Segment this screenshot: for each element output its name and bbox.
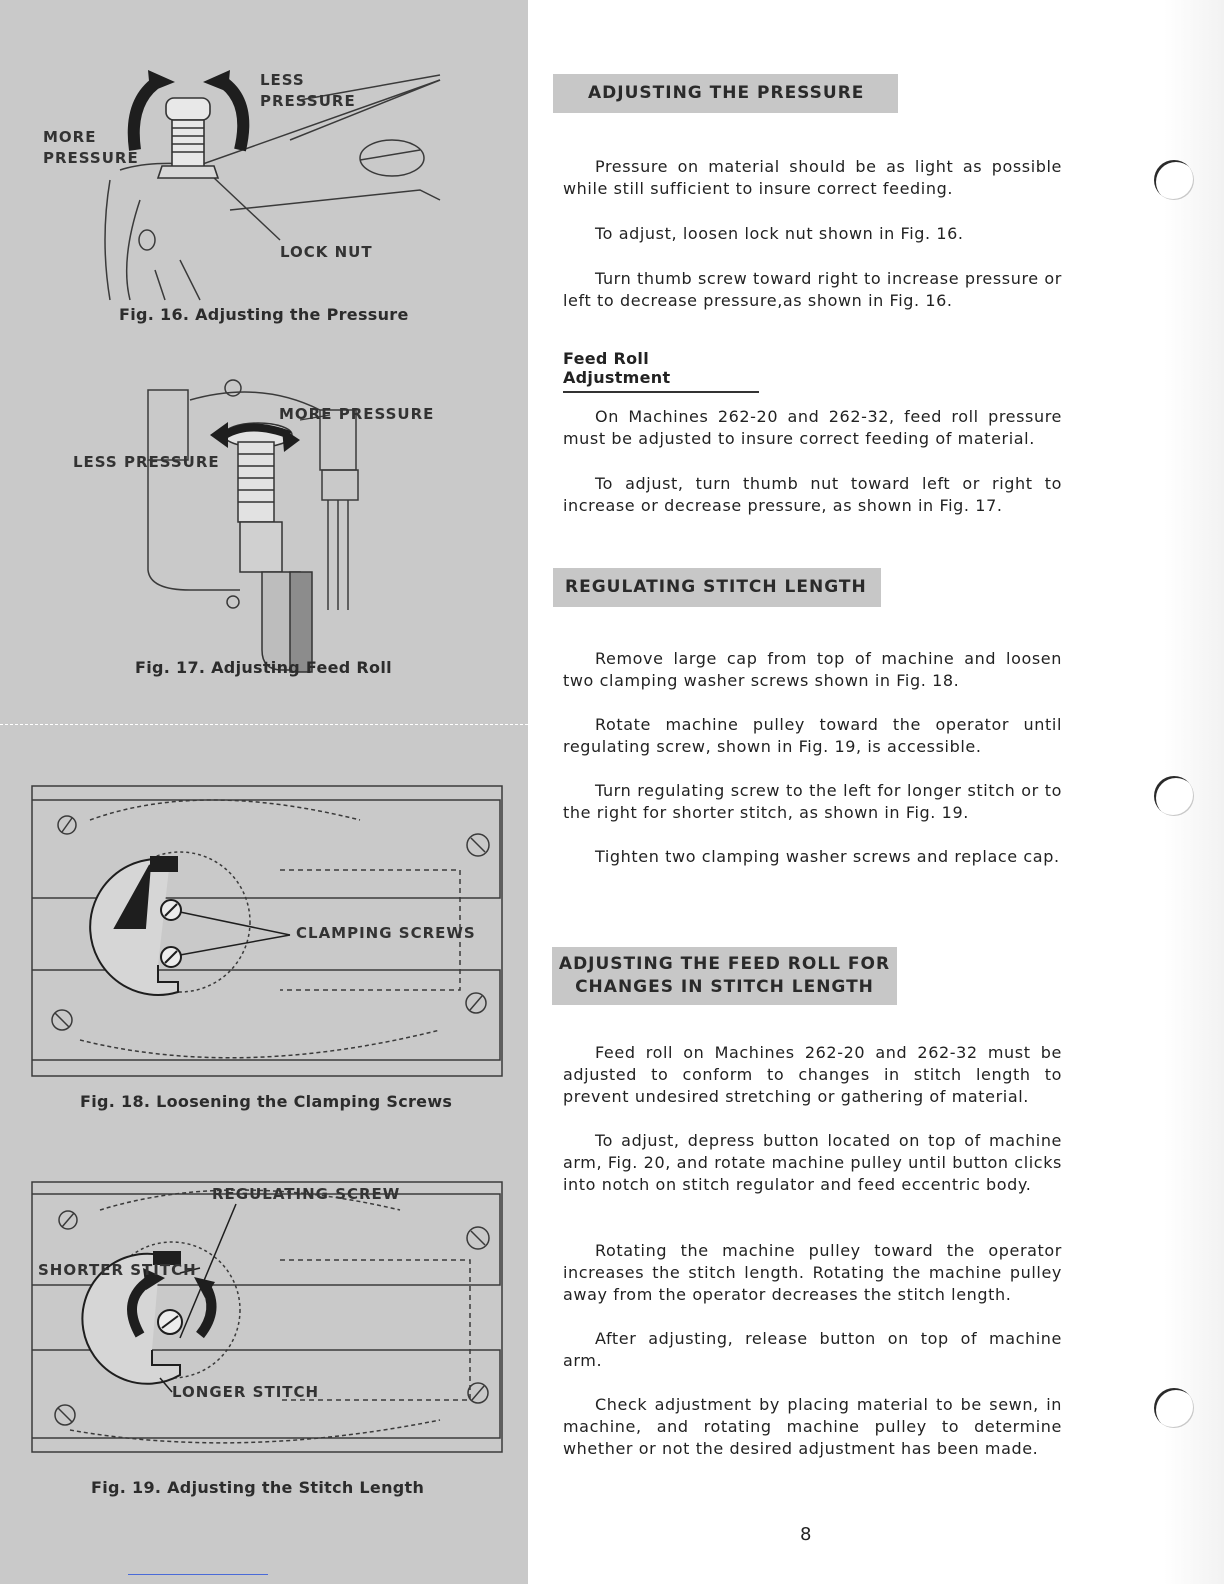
paragraph: Pressure on material should be as light as possible while still sufficient to insure correct feeding.: [563, 157, 1062, 198]
paragraph: Tighten two clamping washer screws and replace cap.: [595, 847, 1060, 866]
paragraph: Rotating the machine pulley toward the operator increases the stitch length. Rotating the machine pulley away from the operator decreases the stitch length.: [563, 1241, 1062, 1304]
link-underline: [128, 1574, 268, 1575]
figure-19-caption: Fig. 19. Adjusting the Stitch Length: [91, 1478, 425, 1497]
binder-hole: [1154, 1388, 1194, 1428]
paragraph: Feed roll on Machines 262-20 and 262-32 must be adjusted to conform to changes in stitch length to prevent undesired stretching or gathering of material.: [563, 1043, 1062, 1106]
figure-18: [0, 760, 528, 1120]
subheading-feed-roll-adjustment: Feed Roll Adjustment: [563, 349, 759, 393]
figure-18-caption: Fig. 18. Loosening the Clamping Screws: [80, 1092, 453, 1111]
figure-19: [0, 1160, 528, 1510]
paragraph: After adjusting, release button on top of machine arm.: [563, 1329, 1062, 1370]
figure-16-drawing: [0, 0, 528, 340]
paragraph: Check adjustment by placing material to be sewn, in machine, and rotating machine pulley to determine whether or not the desired adjustment has been made.: [563, 1395, 1062, 1458]
figure-19-drawing: [0, 1160, 528, 1510]
section-header-feed-roll-changes: [552, 947, 897, 1005]
label-regulating-screw: REGULATING SCREW: [212, 1185, 401, 1203]
section-header-regulating-stitch-length: REGULATING STITCH LENGTH: [553, 568, 881, 607]
figure-17-caption: Fig. 17. Adjusting Feed Roll: [135, 658, 392, 677]
label-more-pressure: MORE PRESSURE: [279, 405, 435, 423]
paragraph: Remove large cap from top of machine and loosen two clamping washer screws shown in Fig. 18.: [563, 649, 1062, 690]
paragraph: Rotate machine pulley toward the operator until regulating screw, shown in Fig. 19, is accessible.: [563, 715, 1062, 756]
paragraph: Turn regulating screw to the left for longer stitch or to the right for shorter stitch, as shown in Fig. 19.: [563, 781, 1062, 822]
label-lock-nut: LOCK NUT: [280, 243, 373, 261]
binder-hole: [1154, 776, 1194, 816]
paragraph: To adjust, turn thumb nut toward left or right to increase or decrease pressure, as shown in Fig. 17.: [563, 474, 1062, 515]
figure-divider: [0, 724, 528, 725]
label-less-pressure: LESS PRESSURE: [260, 71, 356, 110]
paragraph: To adjust, loosen lock nut shown in Fig. 16.: [595, 224, 964, 243]
figure-16-caption: Fig. 16. Adjusting the Pressure: [119, 305, 409, 324]
paragraph: On Machines 262-20 and 262-32, feed roll pressure must be adjusted to insure correct feeding of material.: [563, 407, 1062, 448]
label-longer-stitch: LONGER STITCH: [172, 1383, 320, 1401]
section-header-line: CHANGES IN STITCH LENGTH: [575, 977, 874, 997]
figure-17-drawing: [0, 350, 528, 700]
paragraph: Turn thumb screw toward right to increase pressure or left to decrease pressure,as shown in Fig. 16.: [563, 269, 1062, 310]
paragraph: To adjust, depress button located on top of machine arm, Fig. 20, and rotate machine pulley until button clicks into notch on stitch regulator and feed eccentric body.: [563, 1131, 1062, 1194]
label-clamping-screws: CLAMPING SCREWS: [296, 924, 476, 942]
figure-17: [0, 350, 528, 700]
page-number: 8: [800, 1524, 812, 1545]
section-header-line: ADJUSTING THE FEED ROLL FOR: [558, 954, 891, 974]
section-header-adjusting-pressure: ADJUSTING THE PRESSURE: [553, 74, 898, 113]
label-less-pressure: LESS PRESSURE: [73, 453, 220, 471]
label-more-pressure: MORE PRESSURE: [43, 128, 139, 167]
binder-hole: [1154, 160, 1194, 200]
figure-16: [0, 0, 528, 340]
label-shorter-stitch: SHORTER STITCH: [38, 1261, 197, 1279]
